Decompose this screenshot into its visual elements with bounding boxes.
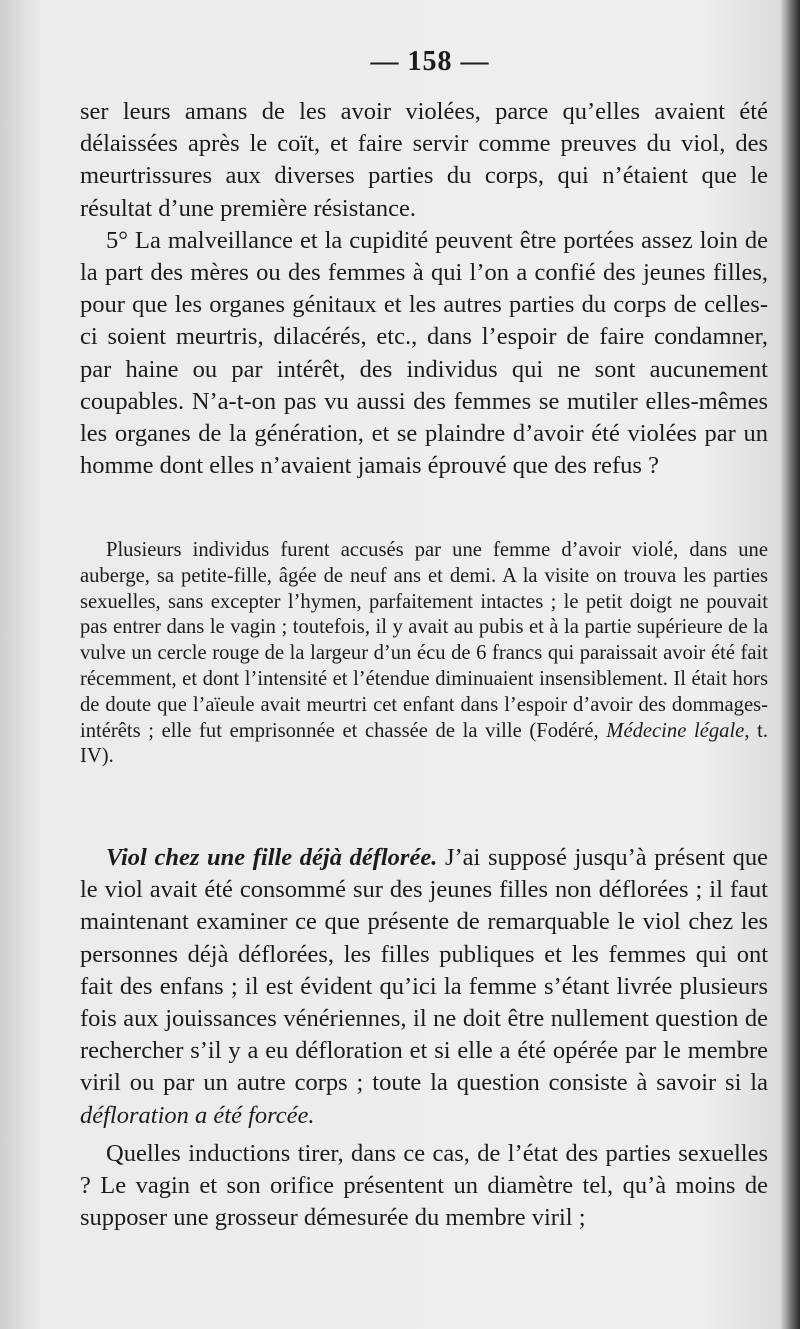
section-paragraph-emphasis: défloration a été forcée. — [80, 1101, 315, 1129]
section-paragraph-text: J’ai supposé jusqu’à présent que le viol avait été consommé sur des jeunes filles non déflorées ; il faut maintenant examiner ce que présente de remarquable le viol chez les personnes déjà déflorées, les filles publiques et les femmes qui ont fait des enfans ; il est évident qu’ici la femme s’étant livrée plusieurs fois aux jouissances vénériennes, il ne doit être nullement question de rechercher s’il y a eu défloration et si elle a été opérée par le membre viril ou par un autre corps ; toute la question consiste à savoir si la — [80, 844, 768, 1097]
case-note-citation-end: , t. IV). — [80, 719, 768, 768]
case-note-paragraph — [80, 538, 768, 770]
section-heading: Viol chez une fille déjà déflorée. — [106, 844, 438, 871]
paragraph-continuation: ser leurs amans de les avoir violées, parce qu’elles avaient été délaissées après le coït, et faire servir comme preuves du viol, des meurtrissures aux diverses parties du corps, qui n’étaient que le résultat d’une première résistance. — [80, 98, 768, 222]
paragraph-point-5: 5° La malveillance et la cupidité peuvent être portées assez loin de la part des mères ou des femmes à qui l’on a confié des jeunes filles, pour que les organes génitaux et les autres parties du corps de celles-ci soient meurtris, dilacérés, etc., dans l’espoir de faire condamner, par haine ou par intérêt, des individus qui ne sont aucunement coupables. N’a-t-on pas vu aussi des femmes se mutiler elles-mêmes les organes de la génération, et se plaindre d’avoir été violées par un homme dont elles n’avaient jamais éprouvé que des refus ? — [80, 226, 768, 480]
case-note-text: Plusieurs individus furent accusés par une femme d’avoir violé, dans une auberge, sa petite-fille, âgée de neuf ans et demi. A la visite on trouva les parties sexuelles, sans excepter l’hymen, parfaitement intactes ; le petit doigt ne pouvait pas entrer dans le vagin ; toutefois, il y avait au pubis et à la partie supérieure de la vulve un cercle rouge de la largeur d’un écu de 6 francs qui paraissait avoir été fait récemment, et dont l’intensité et l’étendue diminuaient insensiblement. Il était hors de doute que l’aïeule avait meurtri cet enfant dans l’espoir d’avoir des dommages-intérêts ; elle fut emprisonnée et chassée de la ville (Fodéré, — [80, 539, 768, 742]
section-paragraph — [80, 842, 768, 1132]
main-text-lower — [80, 842, 768, 1234]
case-note-citation-title: Médecine légale — [606, 719, 745, 742]
main-text-upper — [80, 96, 768, 482]
page-number: — 158 — — [370, 46, 490, 77]
case-note — [80, 538, 768, 770]
paragraph-inductions: Quelles inductions tirer, dans ce cas, de l’état des parties sexuelles ? Le vagin et son orifice présentent un diamètre tel, qu’à moins de supposer une grosseur démesurée du membre viril ; — [80, 1139, 768, 1232]
